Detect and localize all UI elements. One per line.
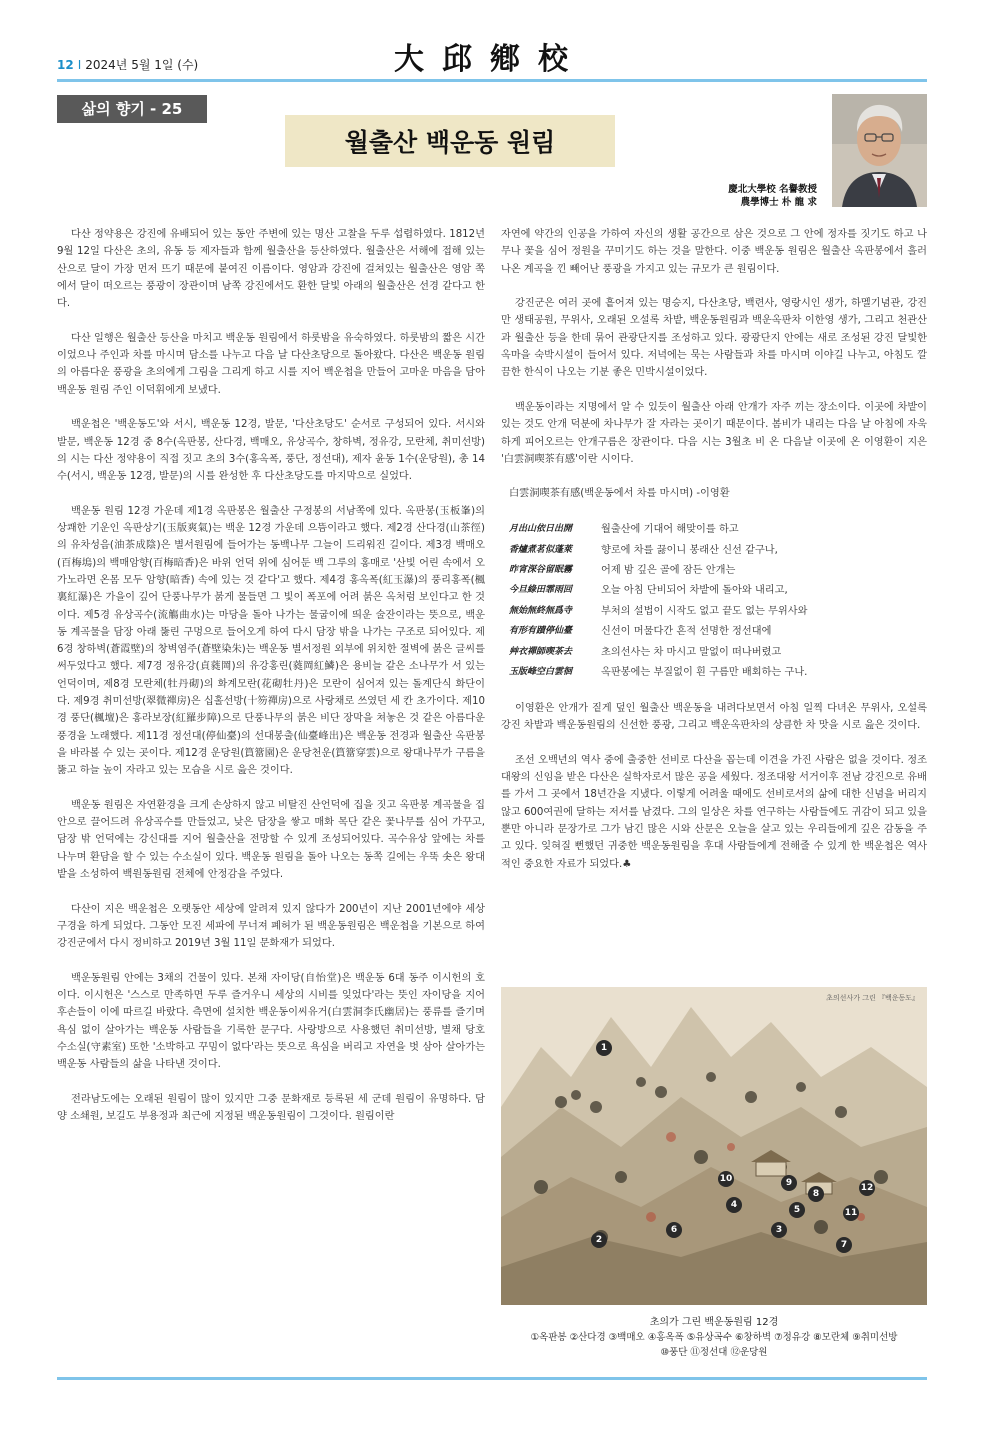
poem — [509, 520, 927, 683]
landmark-marker: 9 — [781, 1175, 797, 1191]
poem-line-korean: 옥판봉에는 부질없이 흰 구름만 배회하는 구나. — [601, 667, 808, 679]
landmark-marker: 2 — [591, 1232, 607, 1248]
paragraph: 강진군은 여러 곳에 흩어져 있는 명승지, 다산초당, 백련사, 영랑시인 생가, 하멜기념관, 강진만 생태공원, 무위사, 오래된 오설록 차밭, 백운동원림과 백운옥판차 이한영 생가, 그리고 천관산과 월출산 등을 한데 묶어 관광단지를 조성하고 있다. 광광단지 안에는 새로 조성된 강진 달빛한옥마을 숙박시설이 들어서 있다. 저녁에는 묵는 사람들과 차를 마시며 이야길 나누고, 아침도 깔끔한 한식이 나오는 기분 좋은 민박시설이었다. — [501, 298, 927, 379]
top-rule — [57, 79, 927, 82]
left-column — [57, 226, 485, 1143]
page-number: 12 — [57, 57, 74, 72]
poem-line-korean: 오늘 아침 단비되어 차밭에 돌아와 내리고, — [601, 585, 788, 597]
poem-line — [509, 540, 927, 560]
poem-line-korean: 부처의 설법이 시작도 없고 끝도 없는 무위사와 — [601, 605, 808, 617]
poem-line — [509, 520, 927, 540]
figure-caption-title: 초의가 그린 백운동원림 12경 — [649, 1317, 779, 1328]
poem-line-korean: 어제 밤 깊은 골에 잠든 안개는 — [601, 565, 736, 577]
masthead: 大邱鄕校 — [394, 42, 586, 77]
poem-line-hanja: 月出山依日出開 — [509, 524, 573, 535]
landmark-marker: 7 — [836, 1237, 852, 1253]
poem-line-hanja: 今旦綠田霏雨回 — [509, 585, 573, 596]
baekundong-painting — [501, 987, 927, 1305]
landmark-marker: 1 — [596, 1040, 612, 1056]
poem-line — [509, 662, 927, 682]
landmark-marker: 3 — [771, 1222, 787, 1238]
paragraph: 백운동 원림은 자연환경을 크게 손상하지 않고 비탈진 산언덕에 집을 짓고 옥판봉 계곡물을 집안으로 끌어드려 유상곡수를 만들었고, 낮은 담장을 쌓고 매화 목단 같은 꽃나무를 심어 가꾸고, 담장 밖 언덕에는 강신대를 지어 월출산을 전망할 수 있게 조성되어있다. 곡수유상 앞에는 차를 나누며 환담을 할 수 있는 수소실이 있다. 백운동 원림을 돌아 나오는 동쪽 길에는 우뚝 솟은 왕대밭을 소성하여 백원동원림 전체에 안정감을 주었다. — [57, 799, 485, 880]
landmark-marker: 8 — [808, 1186, 824, 1202]
poem-line — [509, 581, 927, 601]
issue-date: 2024년 5월 1일 (수) — [85, 58, 199, 72]
series-label: 삶의 향기 - 25 — [57, 95, 207, 123]
poem-line — [509, 601, 927, 621]
author-photo — [832, 94, 927, 207]
poem-line-korean: 초의선사는 차 마시고 말없이 떠나버렸고 — [601, 646, 782, 658]
poem-line-korean: 향로에 차를 끓이니 봉래산 신선 같구나, — [601, 544, 778, 556]
paragraph: 이영환은 안개가 짙게 덮인 월출산 백운동을 내려다보면서 아침 일찍 다녀온 무위사, 오설록 강진 차밭과 백운동원림의 신선한 풍광, 그리고 백운옥판차의 상큼한 차 맛을 시로 읊은 것이다. — [501, 702, 927, 732]
paragraph: 조선 오백년의 역사 중에 출중한 선비로 다산을 꼽는데 이견을 가진 사람은 없을 것이다. 정조대왕의 신임을 받은 다산은 실학자로서 많은 공을 세웠다. 정조대왕 서거이후 전남 강진으로 유배를 가서 그 곳에서 18년간을 지냈다. 이렇게 어려울 때에도 선비로서의 삶에 대한 신념을 버리지 않고 600여권에 달하는 저서를 남겼다. 그의 일상은 차를 연구하는 사람들에도 귀감이 되고 있을 뿐만 아니라 문장가로 그가 남긴 많은 시와 산문은 오늘을 살고 있는 우리들에게 깊은 감동을 주고 있다. 잊혀질 뻔했던 귀중한 백운동원림을 후대 사람들에게 전해줄 수 있게 한 백운첩은 역사적인 중요한 자료가 되었다.♣ — [501, 754, 927, 870]
poem-line — [509, 622, 927, 642]
figure-caption-line: ⑩풍단 ⑪정선대 ⑫운당원 — [660, 1347, 768, 1358]
poem-line — [509, 561, 927, 581]
landmark-marker: 10 — [718, 1171, 734, 1187]
author-byline — [690, 183, 817, 209]
header-separator: I — [77, 57, 82, 72]
poem-line-hanja: 玉版峰空白雲徊 — [509, 667, 573, 678]
poem-line — [509, 642, 927, 662]
paragraph: 다산 일행은 월출산 등산을 마치고 백운동 원림에서 하룻밤을 유숙하였다. 하룻밤의 짧은 시간이었으나 주인과 차를 마시며 담소를 나누고 다음 날 다산초당으로 돌아왔다. 다산은 백운동 원림의 아름다운 풍광을 초의에게 그림을 그리게 하고 시를 지어 백운첩을 만들어 고마운 마음을 담아 백운동 원림 주인 이덕휘에게 보냈다. — [57, 332, 485, 396]
poem-line-hanja: 昨宵深谷留眠霧 — [509, 565, 573, 576]
paragraph: 자연에 약간의 인공을 가하여 자신의 생활 공간으로 삼은 것으로 그 안에 정자를 짓기도 하고 나무나 꽃을 심어 정원을 꾸미기도 하는 것을 말한다. 이중 백운동 원림은 월출산 옥판봉에서 흘러나온 계곡을 낀 빼어난 풍광을 가지고 있는 규모가 큰 원림이다. — [501, 229, 927, 275]
landmark-marker: 4 — [726, 1197, 742, 1213]
bottom-rule — [57, 1377, 927, 1380]
poem-line-hanja: 無始無終無爲寺 — [509, 605, 573, 616]
poem-line-hanja: 有形有蹟停仙臺 — [509, 626, 573, 637]
poem-line-korean: 월출산에 기대어 해맞이를 하고 — [601, 524, 739, 536]
page-header — [57, 56, 198, 73]
byline-name: 農學博士 朴 龍 求 — [740, 197, 817, 208]
article-title: 월출산 백운동 원림 — [344, 128, 556, 157]
painting-illustration — [501, 987, 927, 1305]
paragraph: 다산이 지은 백운첩은 오랫동안 세상에 알려져 있지 않다가 200년이 지난 2001년에야 세상구경을 하게 되었다. 그동안 모진 세파에 무너져 폐허가 된 백운동원림은 백운첩을 기본으로 하여 강진군에서 다시 정비하고 2019년 3월 11일 문화재가 되었다. — [57, 903, 485, 950]
paragraph: 전라남도에는 오래된 원림이 많이 있지만 그중 문화재로 등록된 세 군데 원림이 유명하다. 담양 소쇄원, 보길도 부용정과 최근에 지정된 백운동원림이 그것이다. 원림이란 — [57, 1093, 485, 1123]
paragraph: 백운동원림 안에는 3채의 건물이 있다. 본채 자이당(自怡堂)은 백운동 6대 동주 이시헌의 호이다. 이시헌은 '스스로 만족하면 두루 즐거우니 세상의 시비를 잊었다'라는 뜻인 자이당을 지어 후손들이 이에 따르길 바랐다. 측면에 설치한 백운동이씨유거(白雲洞李氏幽居)는 풍류를 즐기며 욕심 없이 살아가는 백운동 사람들을 기록한 문구다. 사랑방으로 사용했던 취미선방, 별채 당호 수소실(守素室) 또한 '소박하고 꾸밈이 없다'라는 뜻으로 욕심을 버리고 자연을 벗 삼아 살아가는 백운동 사람들의 삶을 나타낸 것이다. — [57, 972, 485, 1071]
paragraph: 백운첩은 '백운동도'와 서시, 백운동 12경, 발문, '다산초당도' 순서로 구성되어 있다. 서시와 발문, 백운동 12경 중 8수(옥판봉, 산다경, 백매오, 유상곡수, 창하벽, 정유강, 모란체, 취미선방)의 시는 다산 정약용이 직접 짓고 초의 3수(홍옥폭, 풍단, 정선대), 제자 윤동 1수(운당원), 총 14수(서시, 백운동 12경, 발문)의 시를 완성한 후 다산초당도를 마지막으로 실었다. — [57, 419, 485, 483]
paragraph: 다산 정약용은 강진에 유배되어 있는 동안 주변에 있는 명산 고찰을 두루 섭렵하였다. 1812년 9월 12일 다산은 초의, 유동 등 제자들과 함께 월출산을 등산하였다. 월출산은 서해에 접해 있는 산으로 달이 가장 먼저 뜨기 때문에 붙여진 이름이다. 영암과 강진에 걸쳐있는 월출산은 영암 쪽에서 달이 떠오르는 풍광이 장관이며 남쪽 강진에서도 환한 달빛 아래의 월출산은 선경 같다고 한다. — [57, 229, 485, 310]
poem-line-korean: 신선이 머물다간 흔적 선명한 정선대에 — [601, 626, 772, 638]
figure-caption-line: ①옥판봉 ②산다경 ③백매오 ④홍옥폭 ⑤유상곡수 ⑥창하벽 ⑦정유강 ⑧모란체 ⑨취미선방 — [530, 1332, 898, 1343]
landmark-marker: 12 — [859, 1180, 875, 1196]
right-column — [501, 226, 927, 890]
landmark-marker: 5 — [789, 1202, 805, 1218]
landmark-marker: 11 — [843, 1205, 859, 1221]
painting-inset-label: 초의선사가 그린 『백운동도』 — [826, 994, 919, 1002]
paragraph: 백운동이라는 지명에서 알 수 있듯이 월출산 아래 안개가 자주 끼는 장소이다. 이곳에 차밭이 있는 것도 안개 덕분에 차나무가 잘 자라는 곳이기 때문이다. 봄비가 내리는 다음 날 아침에 자욱하게 피어오르는 안개구름은 장관이다. 다음 시는 3월초 비 온 다음날 이곳에 온 이영환이 지은 '白雲洞喫茶有感'이란 시이다. — [501, 401, 927, 465]
poem-line-hanja: 香爐煮茗似蓬萊 — [509, 544, 573, 555]
landmark-marker: 6 — [666, 1222, 682, 1238]
poem-title: 白雲洞喫茶有感(백운동에서 차를 마시며) -이영환 — [509, 488, 730, 500]
byline-affiliation: 慶北大學校 名譽教授 — [728, 184, 817, 195]
poem-line-hanja: 艸衣禪師喫茶去 — [509, 646, 573, 657]
paragraph: 백운동 원림 12경 가운데 제1경 옥판봉은 월출산 구정봉의 서남쪽에 있다. 옥판봉(玉板峯)의 상쾌한 기운인 옥판상기(玉版爽氣)는 백운 12경 가운데 으뜸이라고 했다. 제2경 산다경(山茶徑)의 유차성음(油茶成陰)은 별서원림에 들어가는 동백나무 그늘이 드리워진 길이다. 제3경 백매오(百梅塢)의 백매암향(百梅暗香)은 바위 언덕 위에 심어둔 백 그루의 홍매로 '산빛 어린 속에서 오가노라면 온몸 모두 암향(暗香) 속에 있는 것 같다'고 했다. 제4경 홍옥폭(紅玉瀑)의 풍리홍폭(楓裏紅瀑)은 가을이 깊어 단풍나무가 붉게 물들면 그 빛이 폭포에 어려 붉은 옥처럼 보인다고 한 것이다. 제5경 유상곡수(流觴曲水)는 마당을 돌아 나가는 물굽이에 띄운 술잔이라는 뜻으로, 백운동 계곡물을 담장 아래 뚫린 구멍으로 들어오게 하여 다시 담장 밖을 나가는 구조로 되어있다. 제6경 창하벽(蒼霞壁)의 창벽염주(蒼壁染朱)는 백운동 별서정원 외부에 위치한 절벽에 붉은 글씨를 써두었다고 했다. 제7경 정유강(貞蕤岡)의 유강홍린(蕤岡紅鱗)은 용비늘 같은 소나무가 서 있는 언덕이며, 제8경 모란체(牡丹砌)의 화계모란(花砌牡丹)은 모란이 심어져 있는 돌계단식 화단이다. 제9경 취미선방(翠微禪房)은 십홀선방(十笏禪房)으로 사랑채로 쓰였던 세 칸 초가이다. 제10경 풍단(楓壇)은 홍라보장(紅羅步障)으로 단풍나무의 붉은 비단 장막을 쳐놓은 것 같은 아름다운 풍경을 노래했다. 제11경 정선대(停仙臺)의 선대봉출(仙臺峰出)은 백운동 전경과 월출산 옥판봉을 바라볼 수 있는 곳이다. 제12경 운당원(篔簹園)은 운당천운(篔簹穿雲)으로 왕대나무가 구름을 뚫고 하늘 높이 자라고 있는 모습을 시로 읊은 것이다. — [57, 505, 486, 777]
